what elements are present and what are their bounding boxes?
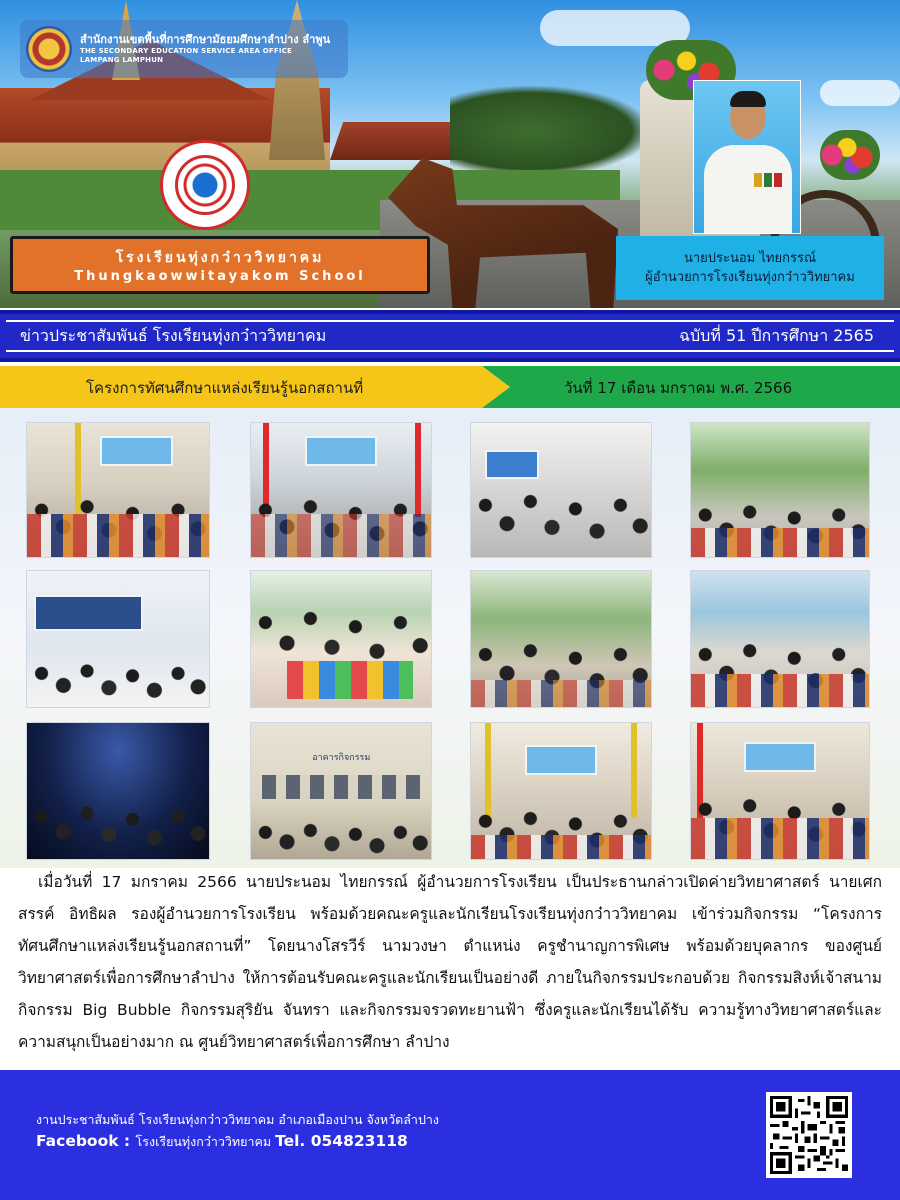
qr-code-icon bbox=[770, 1096, 848, 1174]
event-date: วันที่ 17 เดือน มกราคม พ.ศ. 2566 bbox=[564, 379, 793, 397]
school-name-box bbox=[10, 236, 430, 294]
issue-number: ฉบับที่ 51 ปีการศึกษา 2565 bbox=[679, 325, 874, 345]
photo-hall-closing-2 bbox=[690, 722, 870, 860]
flower-decoration bbox=[820, 130, 880, 180]
agency-name-th: สำนักงานเขตพื้นที่การศึกษามัธยมศึกษาลำปาง ลำพูน bbox=[80, 33, 331, 47]
photo-exhibit-room bbox=[470, 422, 652, 558]
photo-outdoor-activity bbox=[470, 570, 652, 708]
project-title: โครงการทัศนศึกษาแหล่งเรียนรู้นอกสถานที่ bbox=[86, 379, 364, 397]
photo-hall-closing-1 bbox=[470, 722, 652, 860]
issue-bar-inner bbox=[6, 320, 894, 352]
header-banner bbox=[0, 0, 900, 308]
school-name-th: โรงเรียนทุ่งกว๋าววิทยาคม bbox=[115, 249, 325, 266]
photo-planetarium bbox=[26, 722, 210, 860]
footer-contact bbox=[36, 1132, 408, 1152]
agency-header bbox=[20, 20, 348, 78]
newsletter-title: ข่าวประชาสัมพันธ์ โรงเรียนทุ่งกว๋าววิทยาคม bbox=[20, 325, 327, 345]
photo-hall-assembly-1 bbox=[26, 422, 210, 558]
director-portrait bbox=[693, 80, 801, 234]
school-name-en: Thungkaowwitayakom School bbox=[74, 268, 366, 284]
facebook-page-name[interactable]: โรงเรียนทุ่งกว๋าววิทยาคม bbox=[135, 1134, 276, 1149]
school-emblem-logo bbox=[160, 140, 250, 230]
trees bbox=[450, 86, 650, 176]
photo-activity-building bbox=[250, 722, 432, 860]
photo-outdoor-bamboo bbox=[690, 422, 870, 558]
agency-name-en: THE SECONDARY EDUCATION SERVICE AREA OFFICE bbox=[80, 47, 292, 56]
telephone: Tel. 054823118 bbox=[275, 1132, 408, 1150]
photo-science-lab bbox=[26, 570, 210, 708]
director-caption bbox=[616, 236, 884, 300]
uniform bbox=[704, 145, 792, 234]
photo-hall-assembly-2 bbox=[250, 422, 432, 558]
issue-bar bbox=[0, 310, 900, 362]
photo-rocket-activity bbox=[690, 570, 870, 708]
article-paragraph: เมื่อวันที่ 17 มกราคม 2566 นายประนอม ไทยกรรณ์ ผู้อำนวยการโรงเรียน เป็นประธานกล่าวเปิดค่ายวิทยาศาสตร์ นายเศกสรรค์ อิทธิผล รองผู้อำนวยการโรงเรียน พร้อมด้วยคณะครูและนักเรียนโรงเรียนทุ่งกว๋าววิทยาคม เข้าร่วมกิจกรรม “โครงการทัศนศึกษาแหล่งเรียนรู้นอกสถานที่” โดยนางโสรวีร์ นามวงษา ตำแหน่ง ครูชำนาญการพิเศษ พร้อมด้วยบุคลากร ของศูนย์วิทยาศาสตร์เพื่อการศึกษาลำปาง ให้การต้อนรับคณะครูและนักเรียนเป็นอย่างดี ภายในกิจกรรมประกอบด้วย กิจกรรมสิงห์เจ้าสนาม กิจกรรม Big Bubble กิจกรรมสุริยัน จันทรา และกิจกรรมจรวดทะยานฟ้า ซึ่งครูและนักเรียนได้รับ ความรู้ทางวิทยาศาสตร์และความสนุกเป็นอย่างมาก ณ ศูนย์วิทยาศาสตร์เพื่อการศึกษา ลำปาง bbox=[18, 873, 882, 1051]
school-emblem-inner bbox=[175, 155, 235, 215]
medal bbox=[774, 173, 782, 187]
qr-code[interactable] bbox=[766, 1092, 852, 1178]
footer-address: งานประชาสัมพันธ์ โรงเรียนทุ่งกว๋าววิทยาคม อำเภอเมืองปาน จังหวัดลำปาง bbox=[36, 1112, 440, 1127]
agency-text bbox=[80, 33, 330, 64]
medal bbox=[764, 173, 772, 187]
footer bbox=[0, 1070, 900, 1200]
director-name: นายประนอม ไทยกรรณ์ bbox=[683, 250, 817, 266]
article-body bbox=[18, 866, 882, 1058]
project-bar bbox=[0, 366, 900, 408]
building-sign: อาคารกิจกรรม bbox=[312, 753, 371, 764]
facebook-label: Facebook : bbox=[36, 1132, 136, 1150]
agency-seal-logo bbox=[26, 26, 72, 72]
medal bbox=[754, 173, 762, 187]
photo-big-bubble bbox=[250, 570, 432, 708]
hair bbox=[730, 91, 766, 107]
photo-grid bbox=[0, 408, 900, 868]
cloud bbox=[820, 80, 900, 106]
agency-name-en-2: LAMPANG LAMPHUN bbox=[80, 55, 164, 64]
director-title: ผู้อำนวยการโรงเรียนทุ่งกว๋าววิทยาคม bbox=[645, 270, 855, 285]
